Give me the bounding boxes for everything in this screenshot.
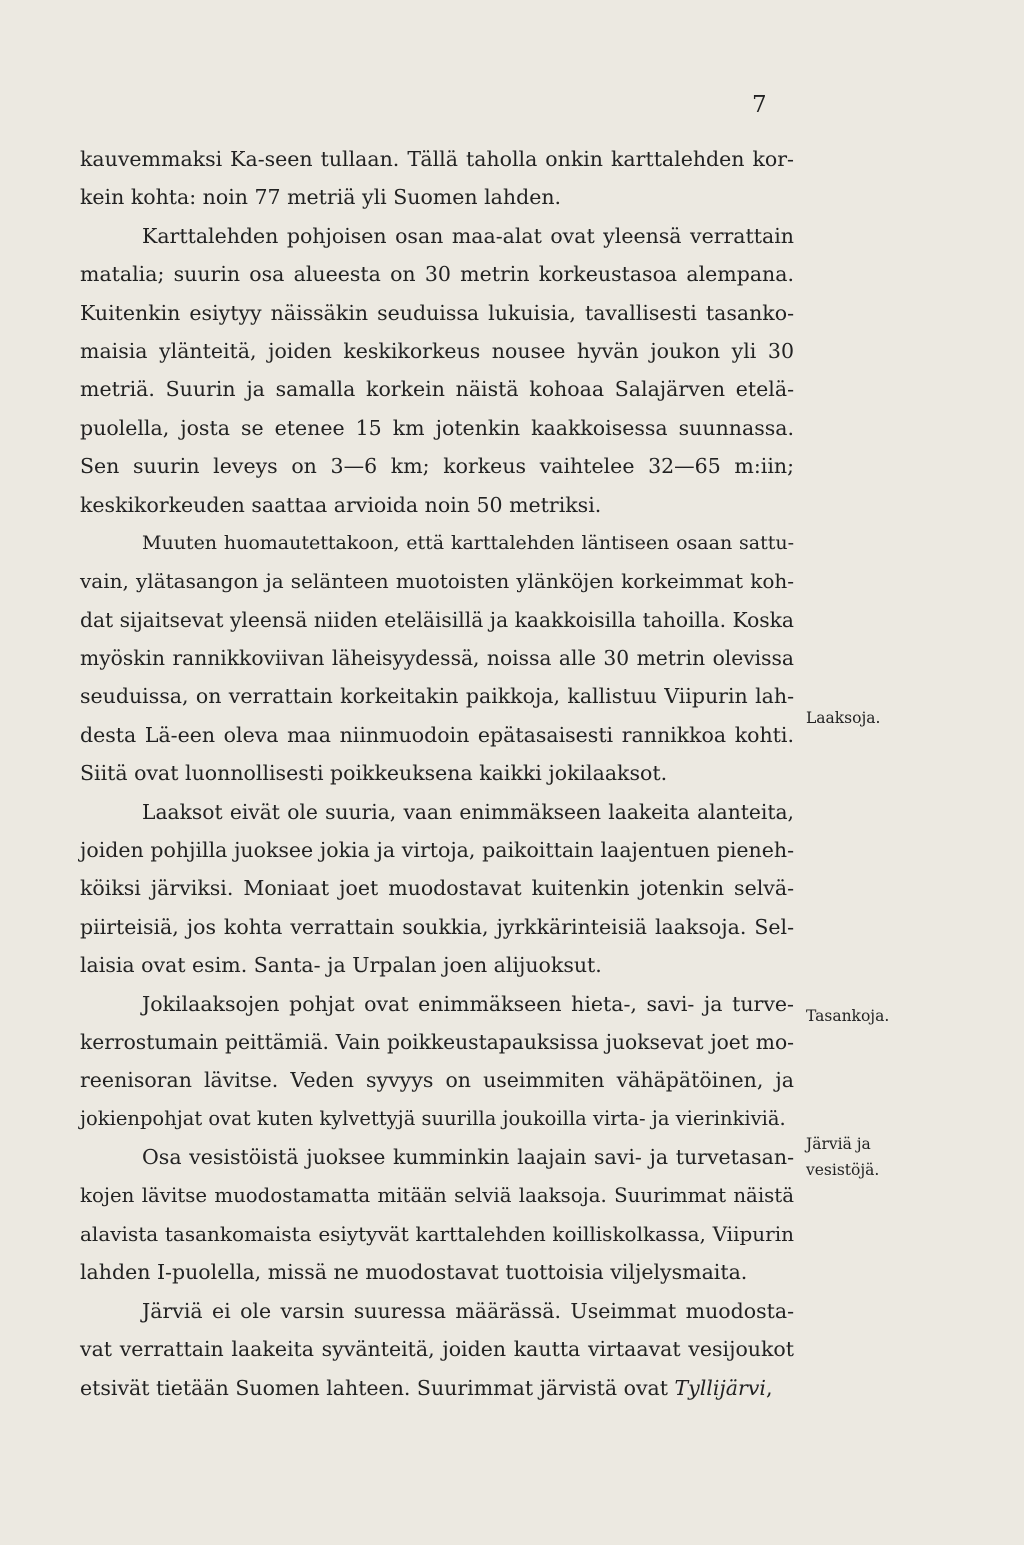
text-line: reenisoran lävitse. Veden syvyys on useimmiten vähäpätöinen, ja [80, 1068, 794, 1093]
text-line: kerrostumain peittämiä. Vain poikkeustapauksissa juoksevat joet mo- [80, 1029, 794, 1054]
text-line: kein kohta: noin 77 metriä yli Suomen lahden. [80, 185, 562, 210]
margin-note-tasankoja: Tasankoja. [806, 1007, 890, 1025]
text-line: Kuitenkin esiytyy näissäkin seuduissa lukuisia, tavallisesti tasanko- [80, 300, 794, 325]
text-line: Siitä ovat luonnollisesti poikkeuksena kaikki jokilaaksot. [80, 761, 668, 786]
text-line: joiden pohjilla juoksee jokia ja virtoja, paikoittain laajentuen pieneh- [80, 838, 794, 863]
margin-note-laaksoja: Laaksoja. [806, 709, 881, 727]
text-line: metriä. Suurin ja samalla korkein näistä kohoaa Salajärven etelä- [80, 377, 794, 402]
text-line: piirteisiä, jos kohta verrattain soukkia, jyrkkärinteisiä laaksoja. Sel- [80, 914, 794, 939]
text-line: lahden I-puolella, missä ne muodostavat tuottoisia viljelysmaita. [80, 1260, 748, 1285]
text-line: myöskin rannikkoviivan läheisyydessä, noissa alle 30 metrin olevissa [80, 646, 794, 671]
text-line: Karttalehden pohjoisen osan maa-alat ovat yleensä verrattain [142, 223, 794, 248]
text-line: seuduissa, on verrattain korkeitakin paikkoja, kallistuu Viipurin lah- [80, 684, 794, 709]
text-line: köiksi järviksi. Moniaat joet muodostavat kuitenkin jotenkin selvä- [80, 876, 794, 901]
text-line [80, 1369, 794, 1407]
text-line: alavista tasankomaista esiytyvät karttalehden koilliskolkassa, Viipurin [80, 1221, 794, 1246]
text-line: puolella, josta se etenee 15 km jotenkin kaakkoisessa suunnassa. [80, 415, 794, 440]
text-line: Muuten huomautettakoon, että karttalehden läntiseen osaan sattu- [142, 531, 794, 554]
text-line: kojen lävitse muodostamatta mitään selviä laaksoja. Suurimmat näistä [80, 1183, 794, 1207]
text-line: dat sijaitsevat yleensä niiden eteläisillä ja kaakkoisilla tahoilla. Koska [80, 607, 794, 632]
body-text [80, 140, 794, 1407]
text-line-segment: , [765, 1375, 773, 1400]
text-line: Järviä ei ole varsin suuressa määrässä. Useimmat muodosta- [142, 1298, 794, 1323]
page-number: 7 [752, 92, 767, 118]
margin-note-jarvia [806, 1133, 879, 1181]
text-line: vat verrattain laakeita syvänteitä, joiden kautta virtaavat vesijoukot [80, 1337, 794, 1362]
text-line: jokienpohjat ovat kuten kylvettyjä suurilla joukoilla virta- ja vierinkiviä. [80, 1106, 786, 1130]
text-line: Osa vesistöistä juoksee kumminkin laajain savi- ja turvetasan- [142, 1145, 794, 1170]
text-line: Laaksot eivät ole suuria, vaan enimmäkseen laakeita alanteita, [142, 799, 794, 824]
margin-note-jarvia-line2: vesistöjä. [806, 1161, 880, 1179]
text-line: desta Lä-een oleva maa niinmuodoin epätasaisesti rannikkoa kohti. [80, 722, 794, 747]
text-line: kauvemmaksi Ka-seen tullaan. Tällä taholla onkin karttalehden kor- [80, 147, 794, 171]
margin-note-jarvia-line1: Järviä ja [806, 1135, 871, 1153]
text-line: laisia ovat esim. Santa- ja Urpalan joen alijuoksut. [80, 953, 602, 978]
text-line: Sen suurin leveys on 3—6 km; korkeus vaihtelee 32—65 m:iin; [80, 454, 794, 479]
text-line: matalia; suurin osa alueesta on 30 metrin korkeustasoa alempana. [80, 262, 794, 287]
text-line: vain, ylätasangon ja selänteen muotoisten ylänköjen korkeimmat koh- [80, 569, 794, 594]
lake-name-tyllijarvi: Tyllijärvi [674, 1375, 766, 1400]
text-line: Jokilaaksojen pohjat ovat enimmäkseen hieta-, savi- ja turve- [142, 991, 794, 1016]
text-line-segment: etsivät tietään Suomen lahteen. Suurimmat järvistä ovat [80, 1375, 675, 1400]
text-line: keskikorkeuden saattaa arvioida noin 50 metriksi. [80, 492, 602, 517]
text-line: maisia ylänteitä, joiden keskikorkeus nousee hyvän joukon yli 30 [80, 338, 794, 363]
